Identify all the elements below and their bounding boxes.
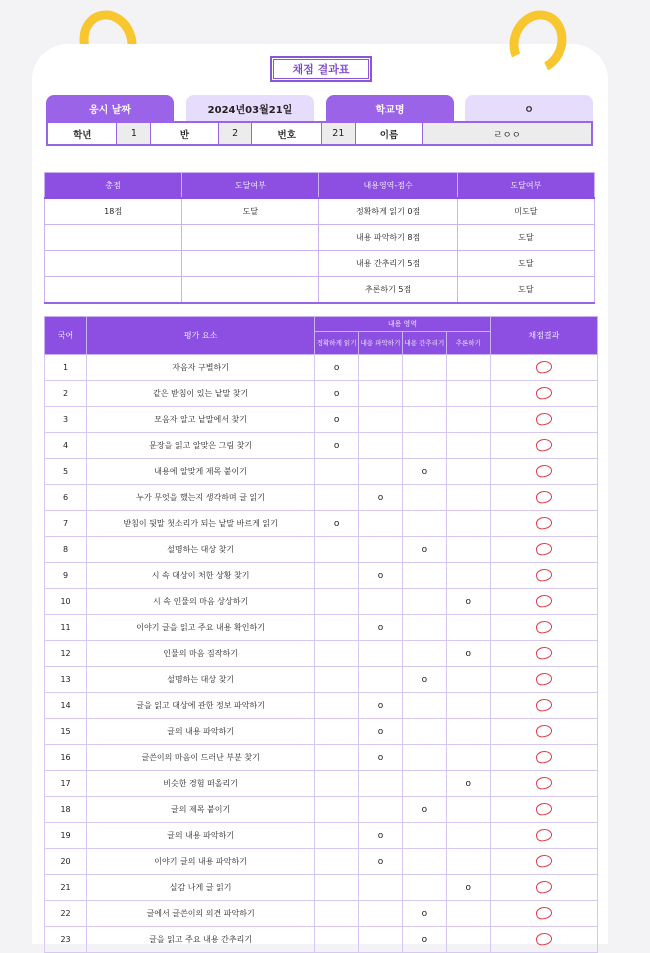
tab-school-value: ㅇ [465,95,593,121]
area-mark: o [377,700,384,711]
area-cell [446,381,490,407]
question-number: 14 [45,693,87,719]
header-result: 채점결과 [490,317,597,355]
summary-cell: 18점 [45,198,182,225]
correct-circle-icon [535,411,553,426]
area-mark: o [421,674,428,685]
result-cell [490,667,597,693]
correct-circle-icon [535,853,553,868]
correct-circle-icon [535,593,553,608]
summary-row [45,225,595,251]
question-number: 10 [45,589,87,615]
table-row [45,485,598,511]
area-cell [359,563,403,589]
summary-cell: 도달 [457,225,594,251]
area-cell [446,745,490,771]
header-content-area: 내용 영역 [315,317,491,332]
result-cell [490,745,597,771]
area-cell [402,927,446,953]
area-cell [402,849,446,875]
area-cell [402,563,446,589]
result-cell [490,537,597,563]
area-cell [402,823,446,849]
area-cell [315,511,359,537]
class-value: 2 [219,123,253,144]
area-cell [446,719,490,745]
correct-circle-icon [535,827,553,842]
area-cell [359,459,403,485]
area-mark: o [333,388,340,399]
table-row [45,797,598,823]
table-row [45,693,598,719]
area-cell [446,615,490,641]
table-row [45,667,598,693]
result-cell [490,511,597,537]
table-row [45,719,598,745]
result-cell [490,589,597,615]
area-cell [446,407,490,433]
area-cell [446,511,490,537]
result-cell [490,901,597,927]
tab-school-label: 학교명 [326,95,454,121]
question-number: 20 [45,849,87,875]
correct-circle-icon [535,515,553,530]
area-cell [446,459,490,485]
student-info-row [46,121,593,146]
area-mark: o [377,570,384,581]
summary-row [45,277,595,304]
area-cell [315,615,359,641]
area-mark: o [377,726,384,737]
correct-circle-icon [535,437,553,452]
question-number: 15 [45,719,87,745]
correct-circle-icon [535,359,553,374]
area-mark: o [377,492,384,503]
result-cell [490,381,597,407]
result-cell [490,563,597,589]
evaluation-element: 글을 읽고 주요 내용 간추리기 [87,927,315,953]
table-row [45,745,598,771]
area-mark: o [465,882,472,893]
result-cell [490,875,597,901]
table-row [45,459,598,485]
summary-cell: 정확하게 읽기 0점 [319,198,457,225]
summary-cell: 도달 [182,198,319,225]
area-cell [359,407,403,433]
evaluation-element: 받침이 뒷말 첫소리가 되는 낱말 바르게 읽기 [87,511,315,537]
area-cell [359,667,403,693]
area-mark: o [333,362,340,373]
area-cell [446,667,490,693]
result-cell [490,485,597,511]
name-label: 이름 [356,123,424,144]
area-cell [359,381,403,407]
table-row [45,823,598,849]
name-value: ㄹㅇㅇ [423,123,591,144]
summary-cell [182,225,319,251]
evaluation-element: 누가 무엇을 했는지 생각하며 글 읽기 [87,485,315,511]
area-cell [402,381,446,407]
question-number: 19 [45,823,87,849]
area-cell [359,693,403,719]
result-cell [490,641,597,667]
result-cell [490,849,597,875]
summary-cell [45,277,182,304]
area-cell [315,381,359,407]
area-cell [315,745,359,771]
area-cell [359,771,403,797]
page-title: 채점 결과표 [270,56,372,82]
result-cell [490,433,597,459]
area-mark: o [377,752,384,763]
table-row [45,381,598,407]
evaluation-element: 글의 내용 파악하기 [87,719,315,745]
area-cell [402,459,446,485]
header-area-summarize: 내용 간추리기 [402,332,446,355]
area-cell [315,823,359,849]
area-cell [315,407,359,433]
grade-value: 1 [117,123,151,144]
evaluation-element: 글쓴이의 마음이 드러난 부분 찾기 [87,745,315,771]
evaluation-element: 자음자 구별하기 [87,355,315,381]
area-cell [315,667,359,693]
area-cell [359,797,403,823]
summary-table [44,172,595,304]
question-number: 23 [45,927,87,953]
table-row [45,537,598,563]
area-cell [446,485,490,511]
number-value: 21 [322,123,356,144]
area-mark: o [377,830,384,841]
summary-cell: 내용 간추리기 5점 [319,251,457,277]
area-cell [402,615,446,641]
area-cell [402,485,446,511]
header-element: 평가 요소 [87,317,315,355]
area-cell [359,875,403,901]
area-cell [359,719,403,745]
result-cell [490,459,597,485]
table-row [45,355,598,381]
correct-circle-icon [535,905,553,920]
area-cell [446,641,490,667]
evaluation-element: 설명하는 대상 찾기 [87,537,315,563]
question-number: 22 [45,901,87,927]
question-number: 12 [45,641,87,667]
area-cell [402,355,446,381]
area-cell [315,771,359,797]
area-cell [446,927,490,953]
area-cell [315,563,359,589]
table-row [45,615,598,641]
question-number: 2 [45,381,87,407]
area-mark: o [333,518,340,529]
question-number: 17 [45,771,87,797]
evaluation-element: 설명하는 대상 찾기 [87,667,315,693]
area-cell [402,407,446,433]
area-cell [446,823,490,849]
summary-cell: 내용 파악하기 8점 [319,225,457,251]
class-label: 반 [151,123,219,144]
header-area-accurate-reading: 정확하게 읽기 [315,332,359,355]
area-cell [402,537,446,563]
grade-label: 학년 [48,123,117,144]
number-label: 번호 [252,123,321,144]
area-cell [315,901,359,927]
area-cell [359,433,403,459]
correct-circle-icon [535,775,553,790]
question-number: 4 [45,433,87,459]
correct-circle-icon [535,385,553,400]
question-number: 9 [45,563,87,589]
area-cell [359,355,403,381]
area-mark: o [421,804,428,815]
evaluation-element: 모음자 알고 낱말에서 찾기 [87,407,315,433]
area-mark: o [465,778,472,789]
table-row [45,875,598,901]
question-number: 7 [45,511,87,537]
evaluation-element: 글의 제목 붙이기 [87,797,315,823]
summary-header-area-score: 내용영역-점수 [319,173,457,199]
table-row [45,563,598,589]
correct-circle-icon [535,879,553,894]
question-number: 6 [45,485,87,511]
area-mark: o [421,466,428,477]
area-cell [315,485,359,511]
header-tabs [46,95,593,121]
table-row [45,433,598,459]
area-mark: o [421,544,428,555]
area-cell [359,901,403,927]
table-row [45,407,598,433]
summary-cell [45,225,182,251]
area-mark: o [421,908,428,919]
area-mark: o [421,934,428,945]
question-number: 18 [45,797,87,823]
header-area-inference: 추론하기 [446,332,490,355]
correct-circle-icon [535,489,553,504]
question-number: 5 [45,459,87,485]
area-cell [315,355,359,381]
summary-cell: 추론하기 5점 [319,277,457,304]
area-cell [359,589,403,615]
summary-cell [182,277,319,304]
correct-circle-icon [535,541,553,556]
area-cell [402,719,446,745]
table-row [45,901,598,927]
area-cell [315,641,359,667]
area-cell [359,511,403,537]
area-cell [315,927,359,953]
question-number: 13 [45,667,87,693]
result-cell [490,797,597,823]
summary-header-area-reach: 도달여부 [457,173,594,199]
correct-circle-icon [535,671,553,686]
area-cell [446,537,490,563]
area-cell [315,797,359,823]
header-area-content-grasp: 내용 파악하기 [359,332,403,355]
area-cell [315,693,359,719]
correct-circle-icon [535,645,553,660]
area-cell [402,797,446,823]
area-cell [446,563,490,589]
summary-cell: 도달 [457,277,594,304]
table-row [45,589,598,615]
evaluation-element: 실감 나게 글 읽기 [87,875,315,901]
area-cell [359,745,403,771]
question-number: 11 [45,615,87,641]
question-number: 21 [45,875,87,901]
summary-row [45,251,595,277]
area-cell [359,615,403,641]
area-cell [359,485,403,511]
area-cell [446,771,490,797]
question-number: 8 [45,537,87,563]
evaluation-element: 이야기 글을 읽고 주요 내용 확인하기 [87,615,315,641]
area-cell [315,849,359,875]
evaluation-element: 시 속 인물의 마음 상상하기 [87,589,315,615]
area-cell [446,849,490,875]
table-row [45,641,598,667]
correct-circle-icon [535,619,553,634]
correct-circle-icon [535,697,553,712]
area-cell [402,641,446,667]
area-cell [402,667,446,693]
tab-exam-date-value: 2024년03월21일 [186,95,314,121]
area-cell [359,537,403,563]
summary-header-reach: 도달여부 [182,173,319,199]
area-cell [315,537,359,563]
area-cell [359,849,403,875]
result-cell [490,771,597,797]
evaluation-element: 비슷한 경험 떠올리기 [87,771,315,797]
header-subject: 국어 [45,317,87,355]
area-cell [359,641,403,667]
evaluation-element: 내용에 알맞게 제목 붙이기 [87,459,315,485]
question-number: 1 [45,355,87,381]
area-mark: o [465,648,472,659]
correct-circle-icon [535,567,553,582]
correct-circle-icon [535,749,553,764]
result-cell [490,615,597,641]
evaluation-element: 같은 받침이 있는 낱말 찾기 [87,381,315,407]
result-cell [490,693,597,719]
result-cell [490,719,597,745]
area-cell [402,433,446,459]
summary-cell: 도달 [457,251,594,277]
area-cell [402,745,446,771]
area-cell [402,771,446,797]
evaluation-element: 시 속 대상이 처한 상황 찾기 [87,563,315,589]
evaluation-element: 글에서 글쓴이의 의견 파악하기 [87,901,315,927]
evaluation-element: 글의 내용 파악하기 [87,823,315,849]
area-cell [315,719,359,745]
area-cell [402,511,446,537]
result-cell [490,927,597,953]
area-mark: o [377,622,384,633]
table-row [45,511,598,537]
correct-circle-icon [535,723,553,738]
result-cell [490,355,597,381]
area-cell [446,693,490,719]
area-mark: o [333,440,340,451]
evaluation-element: 인물의 마음 짐작하기 [87,641,315,667]
area-cell [446,797,490,823]
correct-circle-icon [535,463,553,478]
table-row [45,771,598,797]
area-mark: o [465,596,472,607]
area-cell [359,823,403,849]
area-cell [402,589,446,615]
correct-circle-icon [535,801,553,816]
question-number: 16 [45,745,87,771]
area-cell [359,927,403,953]
area-cell [446,589,490,615]
area-cell [446,433,490,459]
area-cell [315,589,359,615]
area-cell [446,355,490,381]
area-mark: o [333,414,340,425]
area-cell [402,901,446,927]
summary-cell [45,251,182,277]
area-mark: o [377,856,384,867]
summary-row [45,198,595,225]
area-cell [315,459,359,485]
evaluation-element: 이야기 글의 내용 파악하기 [87,849,315,875]
summary-cell [182,251,319,277]
correct-circle-icon [535,931,553,946]
area-cell [315,875,359,901]
summary-header-total: 총점 [45,173,182,199]
area-cell [446,875,490,901]
table-row [45,927,598,953]
area-cell [315,433,359,459]
area-cell [446,901,490,927]
tab-exam-date-label: 응시 날짜 [46,95,174,121]
result-cell [490,823,597,849]
summary-cell: 미도달 [457,198,594,225]
question-number: 3 [45,407,87,433]
area-cell [402,693,446,719]
evaluation-element: 글을 읽고 대상에 관한 정보 파악하기 [87,693,315,719]
grading-table [44,316,598,953]
result-cell [490,407,597,433]
table-row [45,849,598,875]
area-cell [402,875,446,901]
evaluation-element: 문장을 읽고 알맞은 그림 찾기 [87,433,315,459]
